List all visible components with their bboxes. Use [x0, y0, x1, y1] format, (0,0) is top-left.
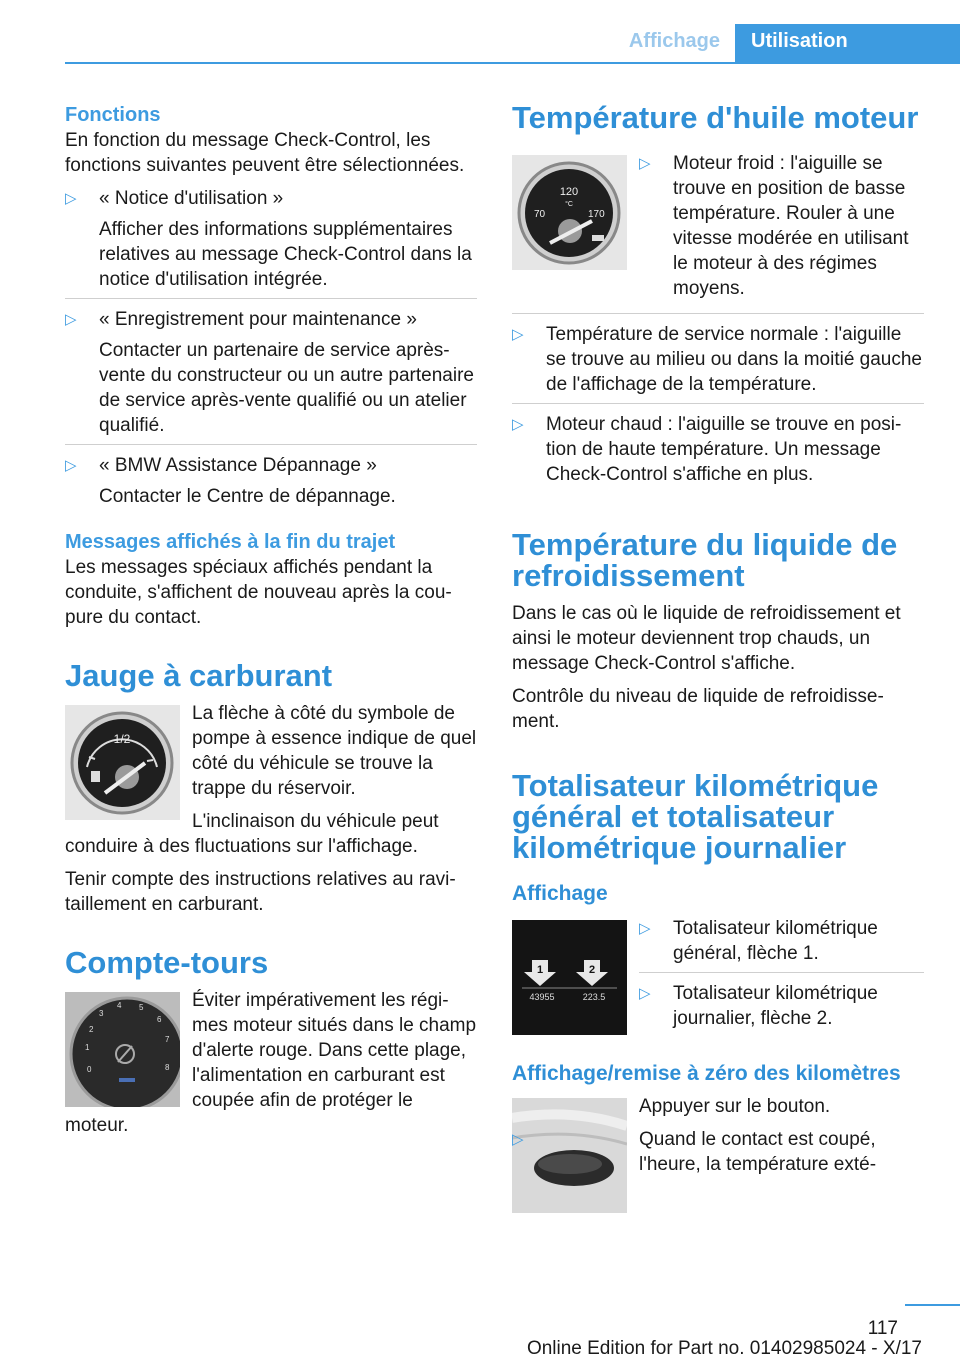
list-item-text: Moteur chaud : l'aiguille se trouve en position de haute température. Un message Check-Control s'affiche en plus. [546, 414, 902, 485]
odometer-display-image [512, 920, 627, 1035]
triangle-bullet-icon: ▷ [639, 155, 651, 172]
list-item [512, 1127, 924, 1177]
svg-text:120: 120 [559, 186, 579, 198]
svg-text:223.5: 223.5 [582, 992, 606, 1002]
divider [65, 444, 477, 445]
messages-heading: Messages affichés à la fin du trajet [65, 531, 396, 553]
svg-text:6: 6 [157, 1015, 162, 1024]
triangle-bullet-icon: ▷ [512, 1131, 524, 1148]
svg-text:2: 2 [588, 964, 596, 976]
divider [512, 403, 924, 404]
jauge-heading: Jauge à carburant [65, 658, 333, 693]
list-item-label: « Enregistrement pour maintenance » [99, 309, 417, 330]
tab-utilisation[interactable]: Utilisation [735, 24, 960, 62]
list-item [639, 151, 924, 301]
list-item-text: Totalisateur kilométrique général, flèche 1. [673, 918, 878, 964]
tab-affichage[interactable]: Affichage [628, 30, 720, 52]
triangle-bullet-icon: ▷ [512, 416, 524, 433]
svg-text:70: 70 [534, 209, 546, 220]
fonctions-heading: Fonctions [65, 104, 161, 126]
oil-temperature-gauge-image [512, 155, 627, 270]
fuel-gauge-image [65, 705, 180, 820]
svg-text:3: 3 [99, 1009, 104, 1018]
triangle-bullet-icon: ▷ [65, 190, 77, 207]
list-item [639, 981, 924, 1031]
list-item [65, 186, 477, 292]
svg-text:7: 7 [165, 1035, 170, 1044]
list-item-text: Afficher des informations supplémentaires relatives au message Check-Control dans la notice d'utilisation intégrée. [99, 219, 472, 290]
edition-footer: Online Edition for Part no. 01402985024 - X/17 [526, 1338, 922, 1359]
affichage-heading: Affichage [512, 882, 608, 905]
liquide-text-2: Contrôle du niveau de liquide de refroidissement. [512, 686, 884, 732]
list-item [65, 307, 477, 438]
svg-text:1: 1 [536, 964, 544, 976]
list-item [65, 453, 477, 509]
svg-text:0: 0 [87, 1065, 92, 1074]
liquide-heading: Température du liquide de refroidissement [512, 527, 898, 593]
fonctions-intro: En fonction du message Check-Control, les fonctions suivantes peuvent être sélectionnées. [65, 130, 465, 176]
svg-text:°C: °C [565, 201, 573, 208]
svg-text:5: 5 [139, 1003, 144, 1012]
triangle-bullet-icon: ▷ [512, 326, 524, 343]
svg-text:2: 2 [89, 1025, 94, 1034]
divider [65, 298, 477, 299]
triangle-bullet-icon: ▷ [639, 920, 651, 937]
left-column [65, 102, 477, 1146]
list-item-text: Quand le contact est coupé, l'heure, la température exté- [639, 1129, 877, 1175]
jauge-text-3: Tenir compte des instructions relatives au ravitaillement en carburant. [65, 869, 456, 915]
remise-heading: Affichage/remise à zéro des kilomètres [512, 1062, 901, 1085]
list-item-text: Contacter le Centre de dépannage. [99, 486, 396, 507]
triangle-bullet-icon: ▷ [65, 311, 77, 328]
svg-text:170: 170 [588, 209, 605, 220]
list-item-text: Totalisateur kilométrique journalier, flèche 2. [673, 983, 878, 1029]
liquide-text-1: Dans le cas où le liquide de refroidissement et ainsi le moteur deviennent trop chauds, un message Check-Control s'affiche. [512, 603, 901, 674]
list-item-label: « Notice d'utilisation » [99, 188, 284, 209]
list-item [512, 322, 924, 397]
list-item [639, 916, 924, 966]
totalisateur-heading: Totalisateur kilométrique général et totalisateur kilométrique journalier [512, 768, 879, 865]
huile-heading: Température d'huile moteur [512, 100, 919, 135]
list-item-text: Moteur froid : l'aiguille se trouve en position de basse température. Rouler à une vitesse modérée en utilisant le moteur à des régimes moyens. [673, 153, 909, 299]
page-header [65, 24, 960, 64]
page-number: 117 [867, 1318, 898, 1339]
compte-tours-heading: Compte-tours [65, 945, 269, 980]
jauge-text-1: La flèche à côté du symbole de pompe à essence indique de quel côté du véhicule se trouve la trappe du réservoir. [192, 703, 477, 799]
list-item-text: Contacter un partenaire de service après-vente du constructeur ou un autre partenaire de service après-vente qualifié ou un atelier qualifié. [99, 340, 474, 436]
footer-rule [905, 1304, 960, 1306]
right-column [512, 102, 924, 1219]
svg-text:8: 8 [165, 1063, 170, 1072]
divider [639, 972, 924, 973]
svg-text:4: 4 [117, 1001, 122, 1010]
tachometer-image [65, 992, 180, 1107]
svg-text:1: 1 [85, 1043, 90, 1052]
divider [512, 313, 924, 314]
jauge-text-2: L'inclinaison du véhicule peut conduire à des fluctuations sur l'affichage. [65, 811, 439, 857]
list-item-text: Température de service normale : l'aiguille se trouve au milieu ou dans la moitié gauche de l'affichage de la température. [546, 324, 923, 395]
svg-text:43955: 43955 [529, 992, 555, 1002]
messages-text: Les messages spéciaux affichés pendant la conduite, s'affichent de nouveau après la coupure du contact. [65, 557, 452, 628]
compte-tours-text: Éviter impérativement les régimes moteur situés dans le champ d'alerte rouge. Dans cette plage, l'alimentation en carburant est coupée afin de protéger le moteur. [65, 990, 477, 1136]
svg-text:1/2: 1/2 [113, 732, 131, 746]
list-item-label: « BMW Assistance Dépannage » [99, 455, 377, 476]
triangle-bullet-icon: ▷ [639, 985, 651, 1002]
list-item [512, 412, 924, 487]
remise-text: Appuyer sur le bouton. [639, 1096, 831, 1117]
triangle-bullet-icon: ▷ [65, 457, 77, 474]
